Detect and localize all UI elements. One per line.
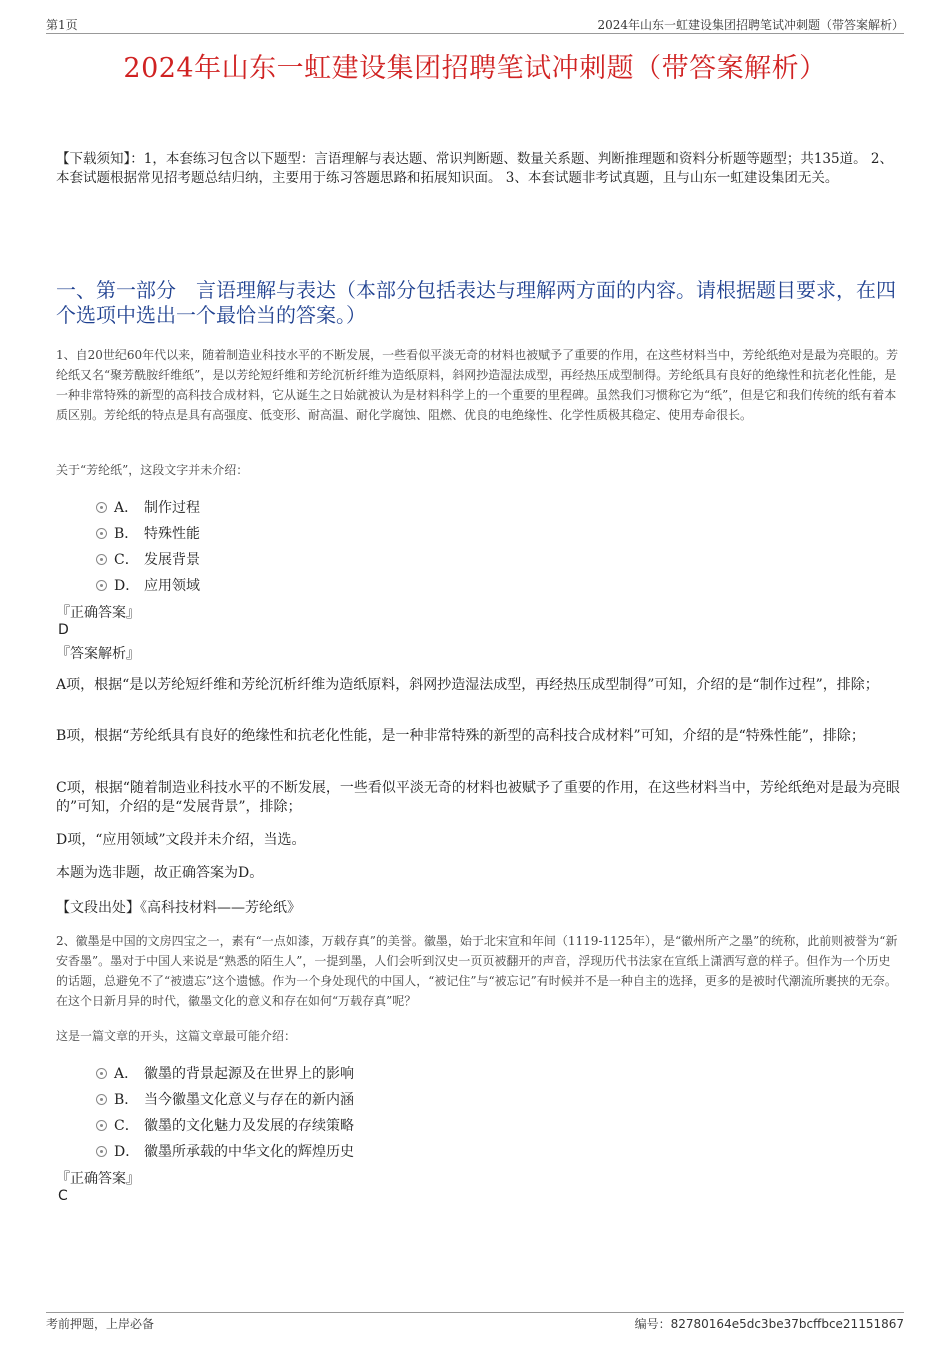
option-a[interactable] bbox=[96, 1060, 796, 1086]
question-2-prompt: 这是一篇文章的开头，这篇文章最可能介绍： bbox=[56, 1029, 297, 1043]
analysis-label: 『答案解析』 bbox=[56, 646, 140, 662]
correct-answer: C bbox=[58, 1188, 68, 1204]
option-letter: D． bbox=[114, 578, 140, 594]
option-b[interactable] bbox=[96, 520, 796, 546]
option-b[interactable] bbox=[96, 1086, 796, 1112]
option-text: 制作过程 bbox=[144, 500, 200, 516]
source-citation: 【文段出处】《高科技材料——芳纶纸》 bbox=[56, 900, 301, 916]
option-letter: C． bbox=[114, 552, 139, 568]
option-text: 发展背景 bbox=[144, 552, 200, 568]
analysis-a: A项，根据“是以芳纶短纤维和芳纶沉析纤维为造纸原料，斜网抄造湿法成型，再经热压成型制得”可知，介绍的是“制作过程”，排除； bbox=[56, 677, 879, 693]
correct-answer: D bbox=[58, 622, 69, 638]
radio-icon[interactable] bbox=[96, 1120, 107, 1131]
option-text: 徽墨的文化魅力及发展的存续策略 bbox=[144, 1118, 354, 1134]
option-letter: A． bbox=[114, 1066, 139, 1082]
page-footer bbox=[46, 1312, 904, 1332]
question-2-options bbox=[96, 1060, 796, 1164]
option-text: 特殊性能 bbox=[144, 526, 200, 542]
option-text: 当今徽墨文化意义与存在的新内涵 bbox=[144, 1092, 354, 1108]
question-2-text: 2、徽墨是中国的文房四宝之一，素有“一点如漆，万载存真”的美誉。徽墨，始于北宋宣和年间（1119-1125年），是“徽州所产之墨”的统称，此前则被誉为“新安香墨”。墨对于中国人来说是“熟悉的陌生人”，一提到墨，人们会听到汉史一页页被翻开的声音，浮现历代书法家在宣纸上潇洒写意的样子。但作为一个历史的话题，总避免不了“被遗忘”这个遗憾。作为一个身处现代的中国人，“被记住”与“被忘记”有时候并不是一种自主的选择，更多的是被时代潮流所裹挟的无奈。在这个日新月异的时代，徽墨文化的意义和存在如何“万载存真”呢？ bbox=[56, 934, 898, 1008]
footer-slogan: 考前押题，上岸必备 bbox=[46, 1317, 155, 1331]
option-a[interactable] bbox=[96, 494, 796, 520]
option-text: 徽墨的背景起源及在世界上的影响 bbox=[144, 1066, 354, 1082]
radio-icon[interactable] bbox=[96, 528, 107, 539]
question-1-text: 1、自20世纪60年代以来，随着制造业科技水平的不断发展，一些看似平淡无奇的材料也被赋予了重要的作用，在这些材料当中，芳纶纸绝对是最为亮眼的。芳纶纸又名“聚芳酰胺纤维纸”，是以芳纶短纤维和芳纶沉析纤维为造纸原料，斜网抄造湿法成型，再经热压成型制得。芳纶纸具有良好的绝缘性和抗老化性能，是一种非常特殊的新型的高科技合成材料，它从诞生之日始就被认为是材料科学上的一个重要的里程碑。虽然我们习惯称它为“纸”，但是它和我们传统的纸有着本质区别。芳纶纸的特点是具有高强度、低变形、耐高温、耐化学腐蚀、阻燃、优良的电绝缘性、化学性质极其稳定、使用寿命很长。 bbox=[56, 348, 899, 422]
option-letter: D． bbox=[114, 1144, 140, 1160]
analysis-b: B项，根据“芳纶纸具有良好的绝缘性和抗老化性能，是一种非常特殊的新型的高科技合成材料”可知，介绍的是“特殊性能”，排除； bbox=[56, 728, 865, 744]
download-notice: 【下载须知】：1，本套练习包含以下题型：言语理解与表达题、常识判断题、数量关系题、判断推理题和资料分析题等题型；共135道。 2、本套试题根据常见招考题总结归纳，主要用于练习答题思路和拓展知识面。 3、本套试题非考试真题，且与山东一虹建设集团无关。 bbox=[56, 151, 893, 186]
document-id: 编号：82780164e5dc3be37bcffbce21151867 bbox=[634, 1317, 904, 1331]
option-letter: B． bbox=[114, 1092, 139, 1108]
radio-icon[interactable] bbox=[96, 1094, 107, 1105]
analysis-conclusion: 本题为选非题，故正确答案为D。 bbox=[56, 865, 264, 881]
option-d[interactable] bbox=[96, 1138, 796, 1164]
document-title: 2024年山东一虹建设集团招聘笔试冲刺题（带答案解析） bbox=[123, 53, 827, 84]
radio-icon[interactable] bbox=[96, 502, 107, 513]
option-letter: B． bbox=[114, 526, 139, 542]
question-1-options bbox=[96, 494, 796, 598]
question-1-prompt: 关于“芳纶纸”，这段文字并未介绍： bbox=[56, 463, 249, 477]
option-c[interactable] bbox=[96, 546, 796, 572]
option-letter: C． bbox=[114, 1118, 139, 1134]
analysis-c: C项，根据“随着制造业科技水平的不断发展，一些看似平淡无奇的材料也被赋予了重要的作用，在这些材料当中，芳纶纸绝对是最为亮眼的”可知，介绍的是“发展背景”，排除； bbox=[56, 780, 900, 815]
analysis-d: D项，“应用领域”文段并未介绍，当选。 bbox=[56, 832, 306, 848]
radio-icon[interactable] bbox=[96, 1068, 107, 1079]
radio-icon[interactable] bbox=[96, 580, 107, 591]
radio-icon[interactable] bbox=[96, 1146, 107, 1157]
correct-answer-label: 『正确答案』 bbox=[56, 1171, 140, 1187]
option-letter: A． bbox=[114, 500, 139, 516]
option-c[interactable] bbox=[96, 1112, 796, 1138]
page-number: 第1页 bbox=[46, 18, 78, 32]
option-text: 徽墨所承载的中华文化的辉煌历史 bbox=[144, 1144, 354, 1160]
radio-icon[interactable] bbox=[96, 554, 107, 565]
correct-answer-label: 『正确答案』 bbox=[56, 605, 140, 621]
section-title: 一、第一部分 言语理解与表达（本部分包括表达与理解两方面的内容。请根据题目要求，在四个选项中选出一个最恰当的答案。） bbox=[56, 278, 896, 327]
option-text: 应用领域 bbox=[144, 578, 200, 594]
header-doc-title: 2024年山东一虹建设集团招聘笔试冲刺题（带答案解析） bbox=[597, 18, 904, 32]
option-d[interactable] bbox=[96, 572, 796, 598]
page-header bbox=[46, 14, 904, 34]
